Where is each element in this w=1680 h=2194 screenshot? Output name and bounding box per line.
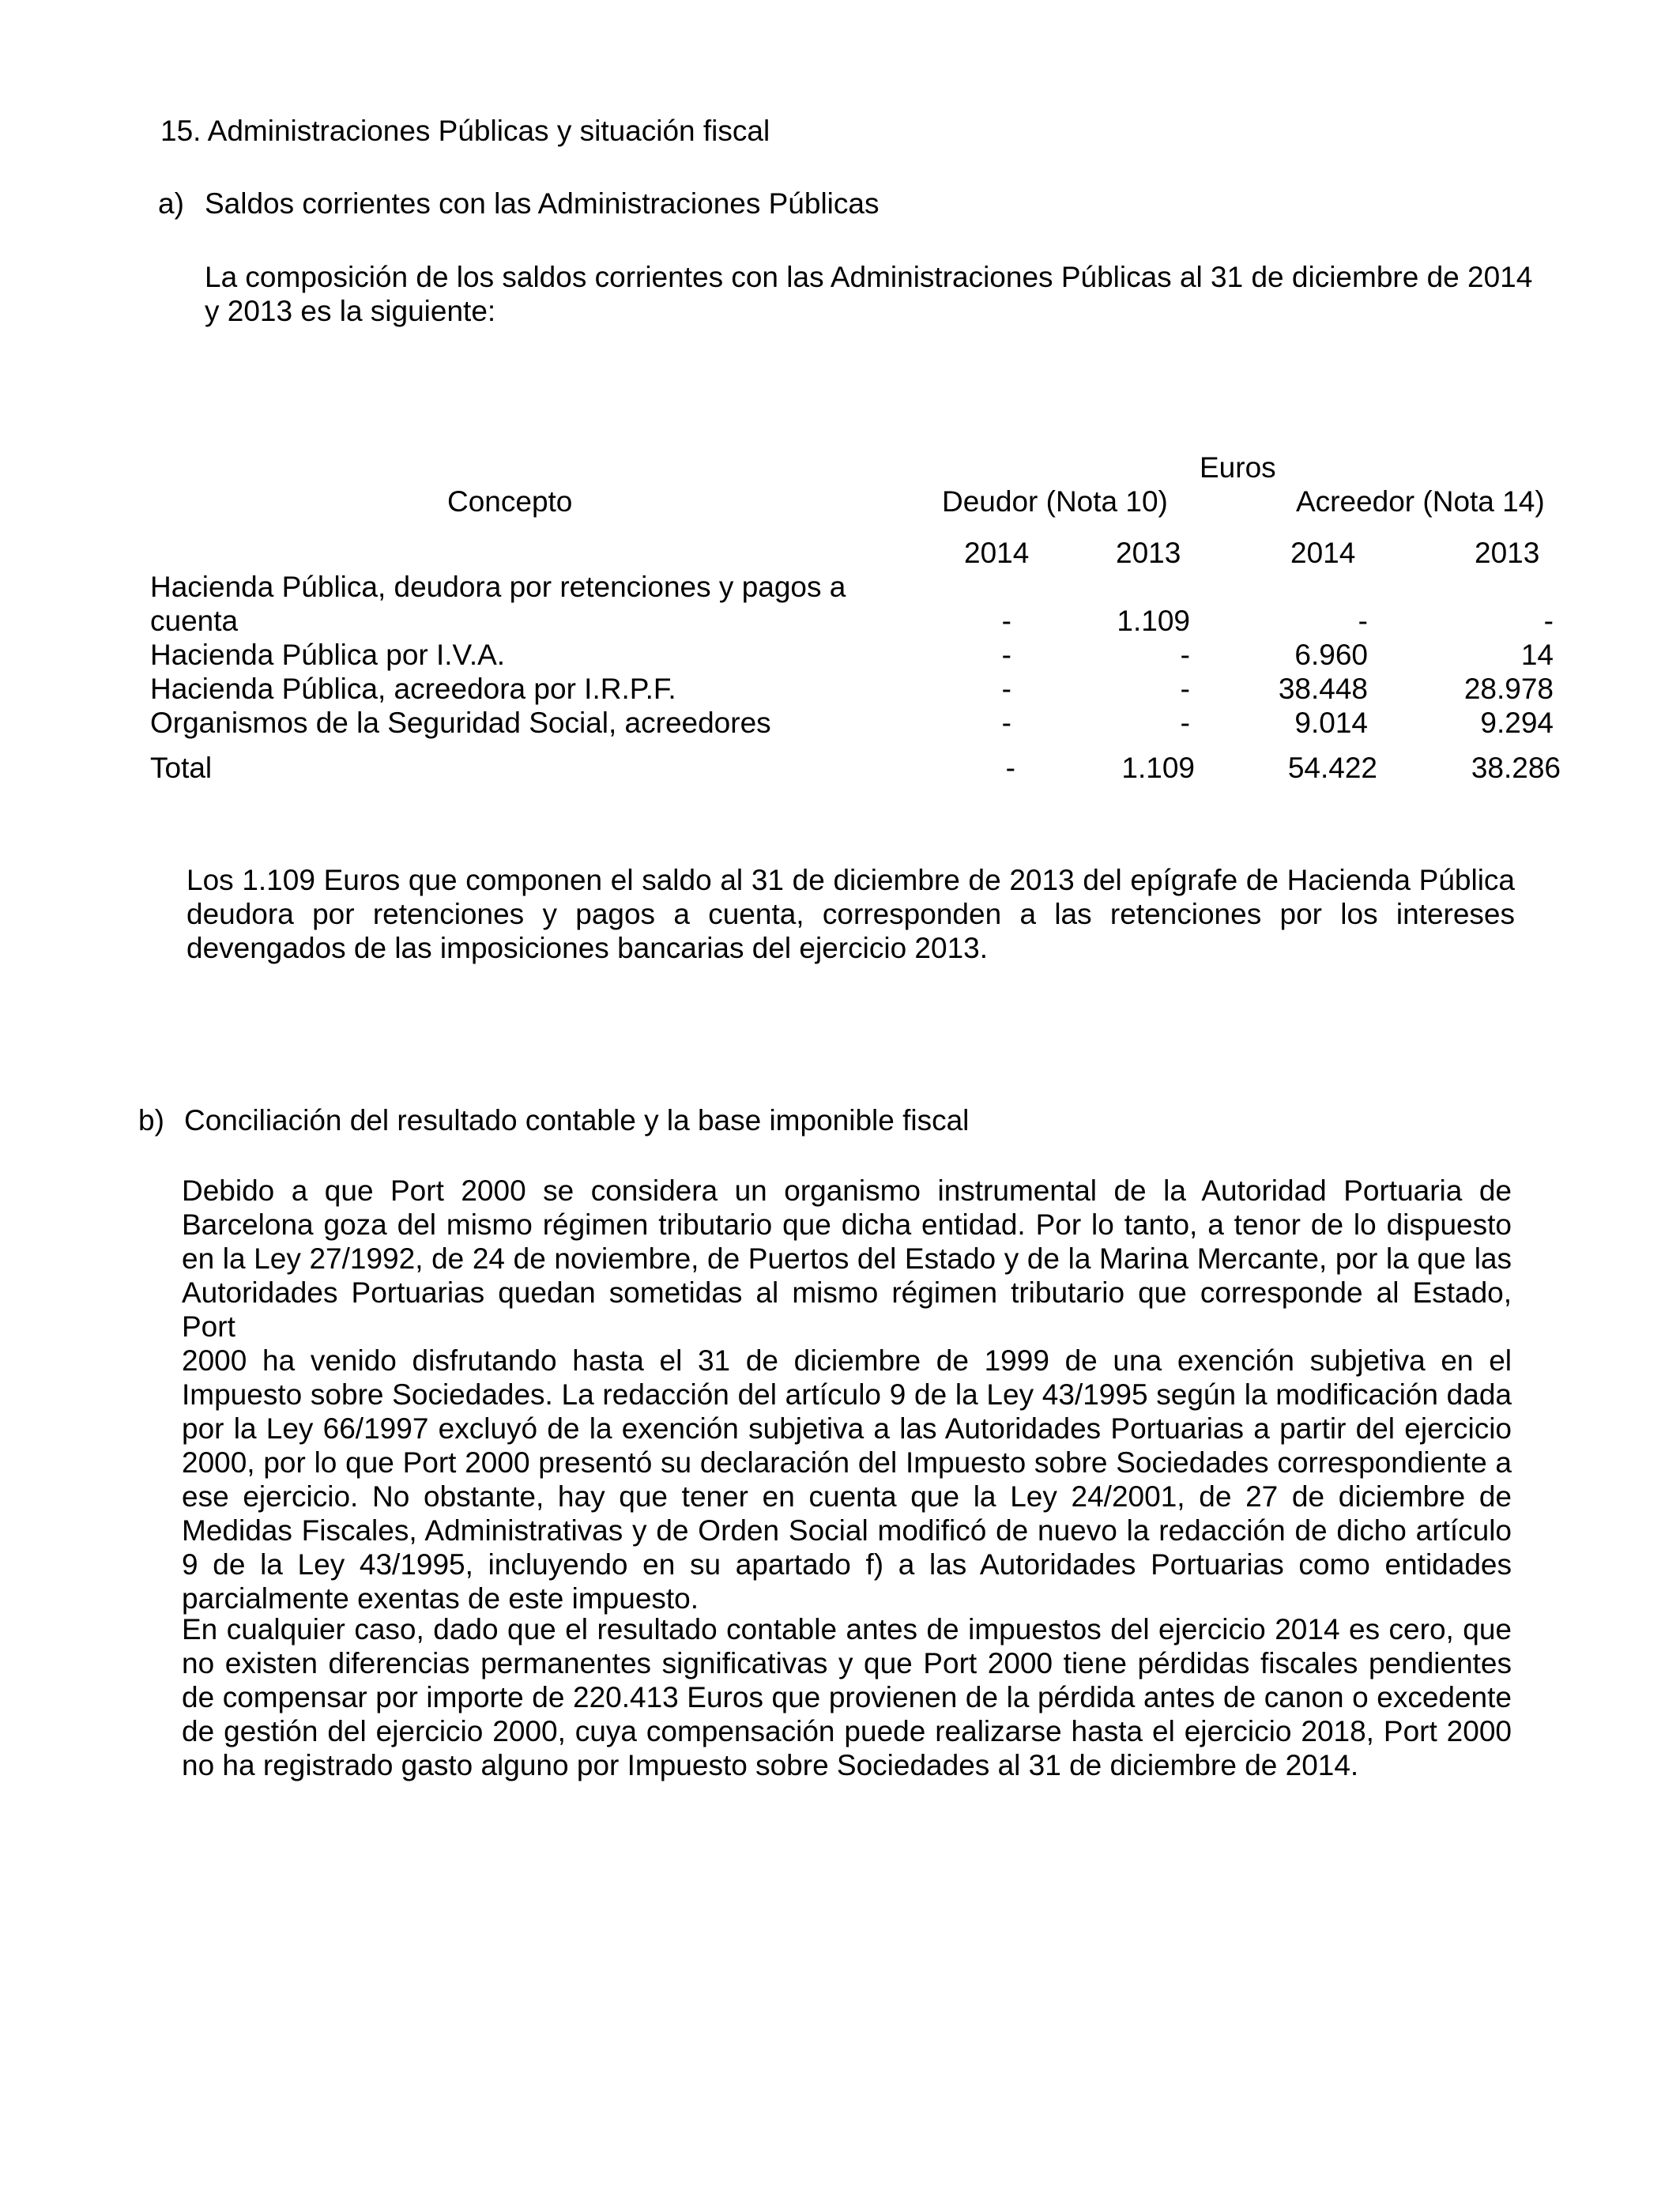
- paragraph-line: en la Ley 27/1992, de 24 de noviembre, de Puertos del Estado y de la Marina Mercante, por la que las: [182, 1242, 1512, 1275]
- note-line: Los 1.109 Euros que componen el saldo al 31 de diciembre de 2013 del epígrafe de Hacienda Pública: [186, 864, 1515, 896]
- paragraph-line: ese ejercicio. No obstante, hay que tener en cuenta que la Ley 24/2001, de 27 de diciembre de: [182, 1480, 1512, 1513]
- row-concept: Hacienda Pública por I.V.A.: [150, 639, 506, 671]
- year-deudor-2013: 2013: [1116, 537, 1181, 569]
- year-acreedor-2013: 2013: [1475, 537, 1540, 569]
- intro-line-2: y 2013 es la siguiente:: [205, 295, 496, 327]
- paragraph-line: de gestión del ejercicio 2000, cuya compensación puede realizarse hasta el ejercicio 2018, Port 2000: [182, 1715, 1512, 1747]
- total-deudor-2013: 1.109: [1121, 752, 1195, 784]
- year-deudor-2014: 2014: [964, 537, 1030, 569]
- paragraph-b-2: [182, 1612, 1512, 1782]
- cell-deudor-2013: -: [1180, 639, 1190, 671]
- note-line: devengados de las imposiciones bancarias del ejercicio 2013.: [186, 932, 989, 964]
- paragraph-line: Medidas Fiscales, Administrativas y de Orden Social modificó de nuevo la redacción de dicho artículo: [182, 1514, 1512, 1547]
- paragraph-line: Impuesto sobre Sociedades. La redacción del artículo 9 de la Ley 43/1995 según la modificación dada: [182, 1378, 1512, 1411]
- paragraph-line: de compensar por importe de 220.413 Euros que provienen de la pérdida antes de canon o excedente: [182, 1681, 1512, 1713]
- paragraph-line: 9 de la Ley 43/1995, incluyendo en su apartado f) a las Autoridades Portuarias como entidades: [182, 1548, 1512, 1581]
- paragraph-line: 2000 ha venido disfrutando hasta el 31 de diciembre de 1999 de una exención subjetiva en el: [182, 1344, 1512, 1377]
- note-paragraph: [186, 863, 1515, 965]
- subsection-b-title: Conciliación del resultado contable y la base imponible fiscal: [184, 1104, 970, 1137]
- paragraph-b-1: [182, 1174, 1512, 1615]
- row-concept-cont: cuenta: [150, 605, 239, 637]
- table-concepto-header: Concepto: [447, 485, 573, 518]
- paragraph-line: por la Ley 66/1997 excluyó de la exención subjetiva a las Autoridades Portuarias a partir del ejercicio: [182, 1412, 1512, 1445]
- year-acreedor-2014: 2014: [1290, 537, 1356, 569]
- cell-deudor-2013: -: [1180, 673, 1190, 705]
- cell-deudor-2014: -: [1001, 605, 1011, 637]
- cell-acreedor-2014: 9.014: [1294, 707, 1368, 739]
- paragraph-line: Debido a que Port 2000 se considera un organismo instrumental de la Autoridad Portuaria de: [182, 1174, 1512, 1207]
- cell-acreedor-2014: -: [1358, 605, 1368, 637]
- paragraph-line: Autoridades Portuarias quedan sometidas al mismo régimen tributario que corresponde al Estado, Port: [182, 1276, 1512, 1343]
- total-acreedor-2014: 54.422: [1287, 752, 1377, 784]
- total-deudor-2014: -: [1005, 752, 1015, 784]
- row-concept: Hacienda Pública, deudora por retenciones y pagos a: [150, 571, 846, 603]
- row-concept: Organismos de la Seguridad Social, acreedores: [150, 707, 771, 739]
- cell-acreedor-2014: 38.448: [1278, 673, 1368, 705]
- note-line: deudora por retenciones y pagos a cuenta, corresponden a las retenciones por los intereses: [186, 898, 1515, 930]
- paragraph-line: parcialmente exentas de este impuesto.: [182, 1582, 699, 1615]
- table-acreedor-header: Acreedor (Nota 14): [1296, 485, 1545, 518]
- cell-acreedor-2013: 14: [1520, 639, 1554, 671]
- table-euros-header: Euros: [1200, 451, 1276, 484]
- section-title: 15. Administraciones Públicas y situación fiscal: [160, 115, 770, 147]
- paragraph-line: Barcelona goza del mismo régimen tributario que dicha entidad. Por lo tanto, a tenor de lo dispuesto: [182, 1208, 1512, 1241]
- subsection-b-marker: b): [138, 1104, 164, 1137]
- paragraph-line: 2000, por lo que Port 2000 presentó su declaración del Impuesto sobre Sociedades correspondiente a: [182, 1446, 1512, 1479]
- total-acreedor-2013: 38.286: [1471, 752, 1561, 784]
- cell-deudor-2013: 1.109: [1117, 605, 1190, 637]
- cell-acreedor-2013: 9.294: [1480, 707, 1554, 739]
- paragraph-line: no existen diferencias permanentes significativas y que Port 2000 tiene pérdidas fiscales pendientes: [182, 1647, 1512, 1679]
- total-label: Total: [150, 752, 213, 784]
- cell-deudor-2014: -: [1001, 639, 1011, 671]
- intro-line-1: La composición de los saldos corrientes con las Administraciones Públicas al 31 de diciembre de 2014: [205, 261, 1533, 293]
- cell-acreedor-2014: 6.960: [1294, 639, 1368, 671]
- subsection-a-marker: a): [158, 187, 184, 220]
- paragraph-line: no ha registrado gasto alguno por Impuesto sobre Sociedades al 31 de diciembre de 2014.: [182, 1749, 1359, 1781]
- cell-deudor-2013: -: [1180, 707, 1190, 739]
- cell-deudor-2014: -: [1001, 707, 1011, 739]
- row-concept: Hacienda Pública, acreedora por I.R.P.F.: [150, 673, 676, 705]
- cell-acreedor-2013: 28.978: [1463, 673, 1554, 705]
- paragraph-line: En cualquier caso, dado que el resultado contable antes de impuestos del ejercicio 2014 es cero, que: [182, 1613, 1512, 1646]
- table-deudor-header: Deudor (Nota 10): [942, 485, 1168, 518]
- cell-acreedor-2013: -: [1543, 605, 1554, 637]
- cell-deudor-2014: -: [1001, 673, 1011, 705]
- subsection-a-title: Saldos corrientes con las Administraciones Públicas: [205, 187, 880, 220]
